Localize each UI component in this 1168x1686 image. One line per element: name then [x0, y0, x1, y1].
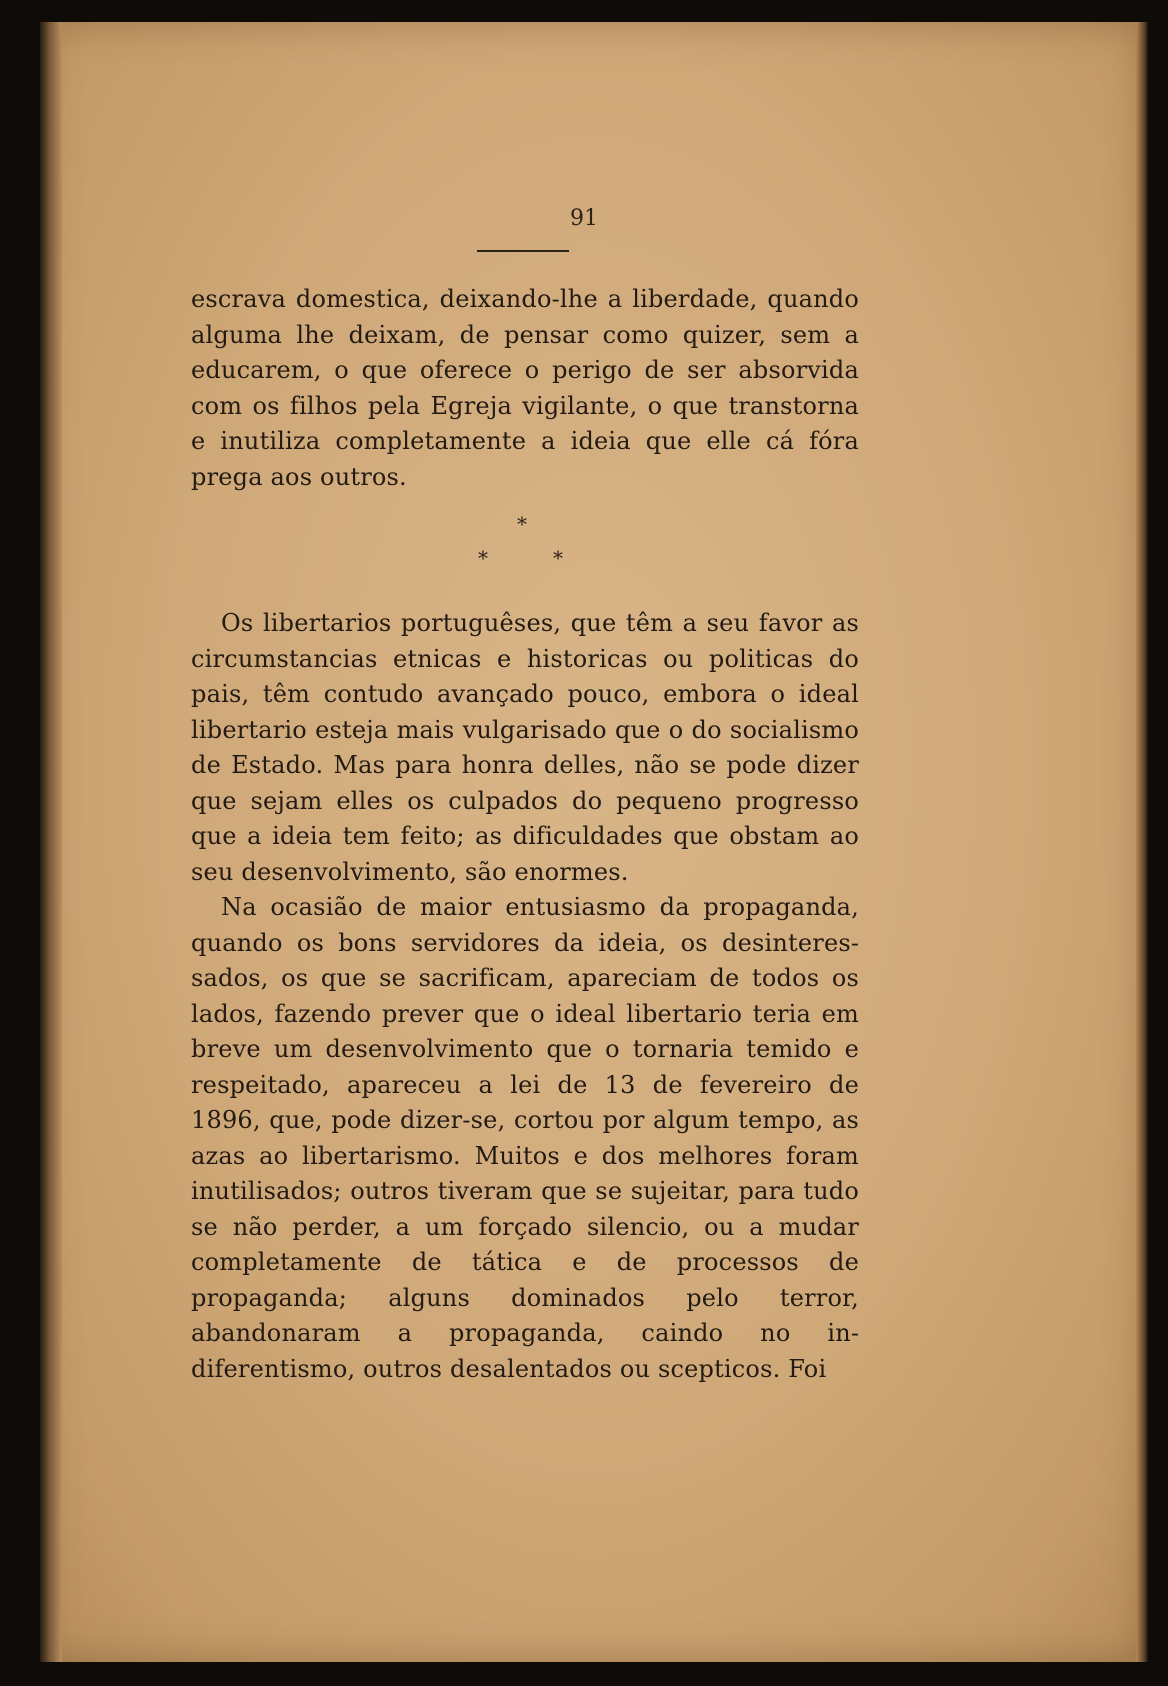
- header-rule: [477, 250, 569, 252]
- text-block-top: [191, 282, 859, 495]
- asterisk-top: *: [517, 512, 527, 536]
- page-number: 91: [570, 206, 598, 231]
- text-block-bottom: [191, 606, 859, 1387]
- section-separator: [0, 512, 1168, 574]
- binding-gutter: [40, 22, 62, 1662]
- page-edge: [1136, 22, 1148, 1662]
- paragraph: Na ocasião de maior entusiasmo da propaganda, quando os bons servidores da ideia, os desinteressados, os que se sacrificam, apareciam de todos os lados, fazendo prever que o ideal libertario teria em breve um desenvolvimento que o tornaria temido e respeitado, apareceu a lei de 13 de fevereiro de 1896, que, pode dizer-se, cortou por algum tempo, as azas ao libertarismo. Muitos e dos melhores foram inutilisados; outros tiveram que se sujeitar, para tudo se não perder, a um forçado silencio, ou a mudar completamente de tática e de processos de propaganda; alguns dominados pelo terror, abandonaram a propaganda, caindo no indiferentismo, outros desalentados ou scepticos. Foi: [191, 893, 859, 1383]
- asterisk-left: *: [478, 546, 488, 570]
- paragraph: escrava domestica, deixando-lhe a liberdade, quando alguma lhe deixam, de pensar como quizer, sem a educarem, o que oferece o perigo de ser absorvida com os filhos pela Egreja vigilante, o que transtorna e inutiliza completamente a ideia que elle cá fóra prega aos outros.: [191, 285, 859, 491]
- asterisk-right: *: [553, 546, 563, 570]
- paragraph: Os libertarios portuguêses, que têm a seu favor as circumstancias etnicas e historicas ou politicas do pais, têm contudo avançado pouco, embora o ideal libertario esteja mais vulgarisado que o do socialismo de Estado. Mas para honra delles, não se pode dizer que sejam elles os culpados do pequeno progresso que a ideia tem feito; as dificuldades que obstam ao seu desenvolvimento, são enormes.: [191, 609, 859, 886]
